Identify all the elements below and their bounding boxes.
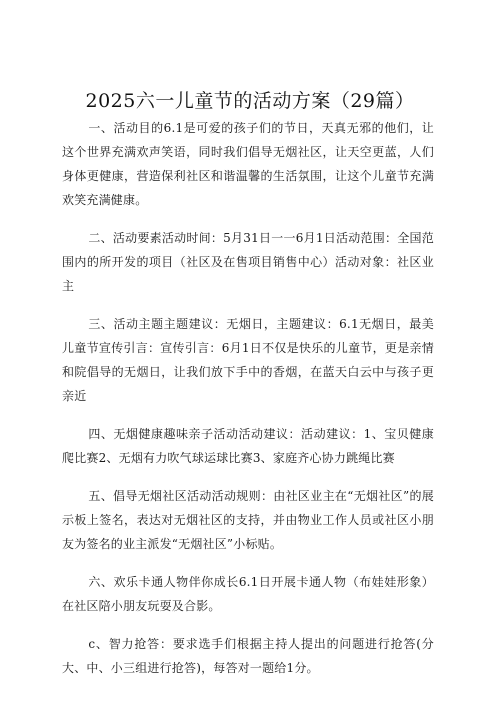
paragraph-purpose: 一、活动目的6.1是可爱的孩子们的节日，天真无邪的他们，让这个世界充满欢声笑语，同时我们倡导无烟社区，让天空更蓝，人们身体更健康，营造保利社区和谐温馨的生活氛围，让这个儿童节充满欢笑充满健康。 (62, 121, 434, 207)
paragraph-quiz: c、智力抢答：要求选手们根据主持人提出的问题进行抢答(分大、中、小三组进行抢答)，每答对一题给1分。 (62, 637, 434, 675)
paragraph-no-smoking-community: 五、倡导无烟社区活动活动规则：由社区业主在“无烟社区”的展示板上签名，表达对无烟社区的支持，并由物业工作人员或社区小朋友为签名的业主派发“无烟社区”小标贴。 (62, 489, 434, 551)
paragraph-cartoon-characters: 六、欢乐卡通人物伴你成长6.1日开展卡通人物（布娃娃形象）在社区陪小朋友玩耍及合影。 (62, 575, 434, 613)
document-body (62, 116, 434, 694)
paragraph-activities: 四、无烟健康趣味亲子活动活动建议：活动建议：1、宝贝健康爬比赛2、无烟有力吹气球运球比赛3、家庭齐心协力跳绳比赛 (62, 427, 434, 465)
paragraph-elements: 二、活动要素活动时间：5月31日一一6月1日活动范围：全国范围内的所开发的项目（社区及在售项目销售中心）活动对象：社区业主 (62, 231, 434, 293)
document-title: 2025六一儿童节的活动方案（29篇） (85, 90, 415, 112)
paragraph-theme: 三、活动主题主题建议：无烟日，主题建议：6.1无烟日，最美儿童节宣传引言：宣传引言：6月1日不仅是快乐的儿童节，更是亲情和院倡导的无烟日，让我们放下手中的香烟，在蓝天白云中与孩子更亲近 (62, 317, 434, 403)
